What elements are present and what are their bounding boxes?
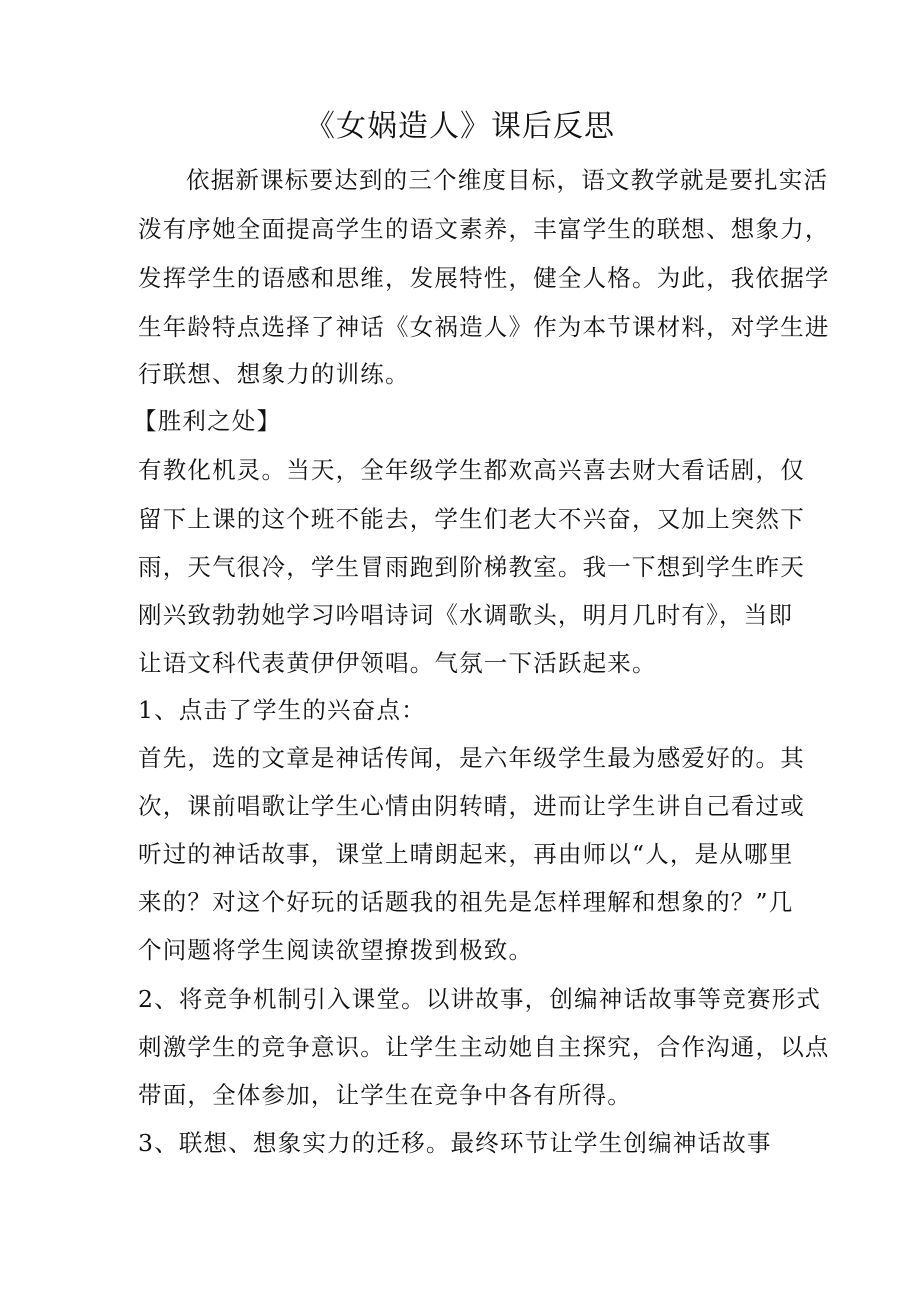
paragraph-line: 行联想、想象力的训练。 [138,360,410,388]
numbered-point: 1、点击了学生的兴奋点： [138,696,426,724]
numbered-point: 3、联想、想象实力的迁移。最终环节让学生创编神话故事 [138,1129,772,1157]
paragraph-line: 刺激学生的竞争意识。让学生主动她自主探究，合作沟通，以点 [138,1033,830,1061]
paragraph-line: 生年龄特点选择了神话《女祸造人》作为本节课材料，对学生进 [138,313,830,341]
paragraph-line: 泼有序她全面提高学生的语文素养，丰富学生的联想、想象力， [138,215,830,243]
section-heading: 【胜利之处】 [133,407,282,435]
paragraph-line: 刚兴致勃勃她学习吟唱诗词《水调歌头，明月几时有》，当即 [138,601,794,629]
numbered-point: 2、将竞争机制引入课堂。以讲故事，创编神话故事等竞赛形式 [138,985,822,1013]
paragraph-line: 个问题将学生阅读欲望撩拨到极致。 [138,936,534,964]
paragraph-line: 次，课前唱歌让学生心情由阴转晴，进而让学生讲自己看过或 [138,792,805,820]
paragraph-line: 带面，全体参加，让学生在竞争中各有所得。 [138,1081,632,1109]
paragraph-line: 发挥学生的语感和思维，发展特性，健全人格。为此，我依据学 [138,264,830,292]
paragraph-line: 雨，天气很冷，学生冒雨跑到阶梯教室。我一下想到学生昨天 [138,553,805,581]
paragraph-line: 来的？对这个好玩的话题我的祖先是怎样理解和想象的？”几 [138,888,794,916]
paragraph-line: 依据新课标要达到的三个维度目标，语文教学就是要扎实活 [186,166,829,194]
paragraph-line: 留下上课的这个班不能去，学生们老大不兴奋，又加上突然下 [138,505,805,533]
paragraph-line: 有教化机灵。当天，全年级学生都欢高兴喜去财大看话剧，仅 [138,456,805,484]
paragraph-line: 首先，选的文章是神话传闻，是六年级学生最为感爱好的。其 [138,744,805,772]
paragraph-line: 让语文科代表黄伊伊领唱。气氛一下活跃起来。 [138,649,657,677]
document-title: 《女娲造人》课后反思 [305,109,615,144]
paragraph-line: 听过的神话故事，课堂上晴朗起来，再由师以“人，是从哪里 [138,840,794,868]
